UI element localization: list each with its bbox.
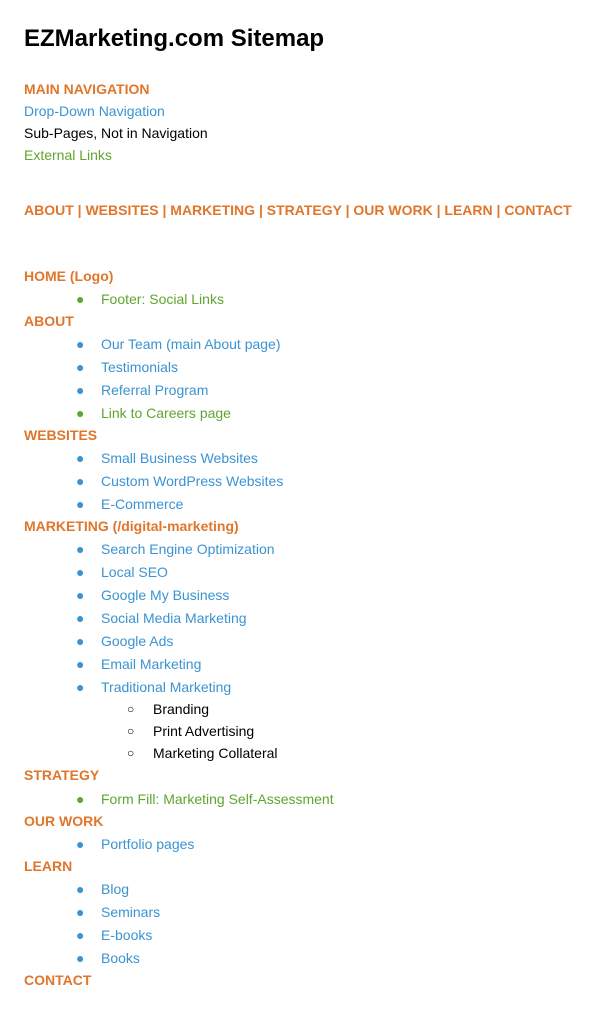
bullet-icon: ●	[76, 656, 85, 672]
bullet-icon: ●	[76, 904, 85, 920]
bullet-icon: ●	[76, 359, 85, 375]
list-item: Traditional Marketing	[101, 679, 232, 695]
bullet-icon: ●	[76, 950, 85, 966]
section-marketing: MARKETING (/digital-marketing)	[24, 518, 239, 534]
sub-list-item: Print Advertising	[153, 723, 255, 739]
list-item: Google My Business	[101, 587, 230, 603]
list-item: Form Fill: Marketing Self-Assessment	[101, 791, 334, 807]
section-learn: LEARN	[24, 858, 73, 874]
bullet-icon: ●	[76, 291, 85, 307]
bullet-icon: ●	[76, 541, 85, 557]
list-item: Google Ads	[101, 633, 174, 649]
bullet-icon: ●	[76, 927, 85, 943]
sub-list-item: Branding	[153, 701, 210, 717]
list-item: Footer: Social Links	[101, 291, 224, 307]
list-item: Search Engine Optimization	[101, 541, 275, 557]
list-item: Link to Careers page	[101, 405, 231, 421]
bullet-icon: ●	[76, 473, 85, 489]
bullet-icon: ●	[76, 679, 85, 695]
bullet-icon: ●	[76, 791, 85, 807]
bullet-icon: ●	[76, 564, 85, 580]
list-item: Our Team (main About page)	[101, 336, 281, 352]
section-about: ABOUT	[24, 313, 74, 329]
sub-bullet-icon: ○	[127, 702, 135, 716]
bullet-icon: ●	[76, 496, 85, 512]
main-navigation-bar: ABOUT | WEBSITES | MARKETING | STRATEGY | OUR WORK | LEARN | CONTACT	[24, 202, 572, 218]
bullet-icon: ●	[76, 881, 85, 897]
bullet-icon: ●	[76, 405, 85, 421]
section-our-work: OUR WORK	[24, 813, 104, 829]
list-item: Seminars	[101, 904, 161, 920]
legend-external-links: External Links	[24, 147, 112, 163]
bullet-icon: ●	[76, 450, 85, 466]
list-item: Email Marketing	[101, 656, 202, 672]
list-item: Referral Program	[101, 382, 209, 398]
list-item: Books	[101, 950, 140, 966]
bullet-icon: ●	[76, 610, 85, 626]
section-websites: WEBSITES	[24, 427, 98, 443]
page-title: EZMarketing.com Sitemap	[24, 25, 325, 52]
legend-sub-pages: Sub-Pages, Not in Navigation	[24, 125, 208, 141]
list-item: Social Media Marketing	[101, 610, 247, 626]
list-item: E-Commerce	[101, 496, 184, 512]
sub-list-item: Marketing Collateral	[153, 745, 278, 761]
list-item: Custom WordPress Websites	[101, 473, 284, 489]
list-item: Local SEO	[101, 564, 168, 580]
sub-bullet-icon: ○	[127, 724, 135, 738]
list-item: Small Business Websites	[101, 450, 258, 466]
list-item: Blog	[101, 881, 130, 897]
section-home: HOME (Logo)	[24, 268, 114, 284]
list-item: E-books	[101, 927, 153, 943]
legend-dropdown-navigation: Drop-Down Navigation	[24, 103, 165, 119]
bullet-icon: ●	[76, 587, 85, 603]
section-contact: CONTACT	[24, 972, 92, 988]
section-strategy: STRATEGY	[24, 767, 100, 783]
bullet-icon: ●	[76, 633, 85, 649]
bullet-icon: ●	[76, 382, 85, 398]
bullet-icon: ●	[76, 336, 85, 352]
legend-main-navigation: MAIN NAVIGATION	[24, 81, 150, 97]
sub-bullet-icon: ○	[127, 746, 135, 760]
list-item: Portfolio pages	[101, 836, 195, 852]
bullet-icon: ●	[76, 836, 85, 852]
list-item: Testimonials	[101, 359, 179, 375]
